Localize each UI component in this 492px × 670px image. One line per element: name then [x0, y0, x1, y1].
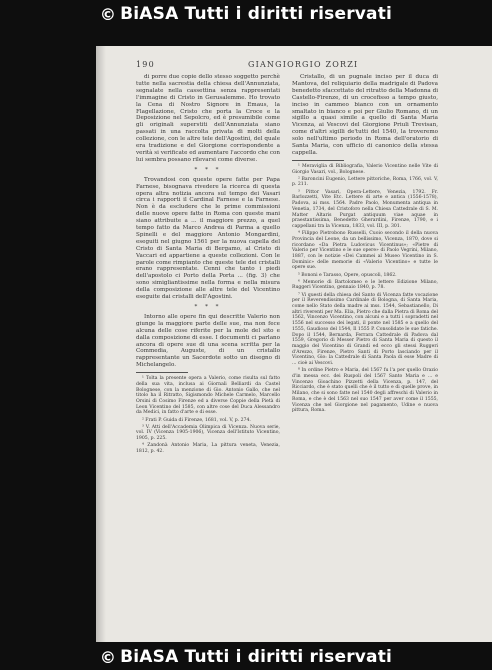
running-head	[136, 60, 476, 72]
footnote: ³ Pittor Vasari, Opera-Lettere, Venezia, 1792. Fr. Barlozzetti, Vite Etc. Lettere di arte e antica (1556-1578), Padova, ai mss. 1564. Padre Paolo, Monumenta antiqua in Venetia, 1734, del Cristoforo nella Chiesa Cattedrale di S. M. Matter Altaris Purgat antiquum viae aquae in praestantissima, Benedetto Gherardini, Firenze, 1790, e i cappellani tra la Vicenza, 1833, vol. III, p. 301.	[292, 189, 438, 229]
footnote-rule	[292, 160, 344, 161]
footnote: ² Baroncini Eugenio, Lettere pittoriche, Roma, 1766, vol. V, p. 211.	[292, 176, 438, 188]
right-column	[292, 74, 438, 415]
section-separator: * * *	[194, 166, 222, 173]
watermark-banner-bottom	[0, 645, 492, 669]
watermark-text: BiASA Tutti i diritti riservati	[120, 4, 393, 24]
body-paragraph: di porre due copie dello stesso soggetto perchè tutte nella sacrestia della chiesa dell'Annunziata, segnalate nella cassettina senza rappresentati l'immagine di Cristo in Gerusalemme. Ho trovato la Cena di Nostro Signore in Emaus, la Flagellazione, Cristo che porta la Croce e la Deposizione nel Sepolcro, ed è presumibile come gli originali superstiti dell'Annunziata siano passati in una raccolta privata di molti della collezione, con le altre tele dell'Agostini, del quale era tradizione e del Giorgione corrispondente a verità si verificate ed aumentare l'accordo che con lui sembra possano rilevarsi come diverse.	[136, 74, 280, 163]
footnote: ⁴ Filippo Pietrobono Russelli, Cuoio secondo il della nuova Provincia del Leone, da un bellissimo, Vicenza, 1870, dove si ricordano «Da Pietra Ludovicus Vicentinus»; «Pietre di Valerio per Vicentino e le sue opere» di Paolo Vegrini, Milano, 1887, con le notizie «Dei Cammei al Museo Vicentino in S. Dominic» delle memorie di «Valerio Vicentino» e tutte le opere sue.	[292, 231, 438, 271]
watermark-banner-top	[0, 2, 492, 26]
copyright-symbol: ©	[99, 4, 117, 24]
body-paragraph: Cristallo, di un pugnale inciso per il duca di Mantova, del reliquiario della madrigale di Padova benedetto sfaccettato del ritratto della Madonna di Castello-Firenze, di un crocefisso a tempo giusto, inciso in cammeo bianco con un ornamento smaltato in bianco e poi per Giulio Romano, di un sigillo a quasi simile a quello di Santa Maria Vicenza, ai Vescovi del Giorgione Priuli Trevisan, come d'altri sigilli de'tutti del 1540, la troveremo solo nell'ultimo periodo in Roma dell'oratorio di Santa Maria, con ufficio di canonico della stessa cappella.	[292, 74, 438, 156]
page-number: 190	[136, 60, 155, 69]
footnote: ² Frati P. Guida di Firenze, 1681, vol. V, p. 274.	[142, 417, 251, 423]
page-content	[96, 46, 492, 642]
footnote: ³ V. Atti dell'Accademia Olimpica di Vicenza. Nuova serie, vol. IV (Vicenza 1905-1906), Vicenza dell'Istituto Vicentino, 1905, p. 225.	[136, 424, 280, 442]
footnote-rule	[136, 372, 188, 373]
left-column	[136, 74, 280, 456]
footnote: ⁷ Vi questi della chiesa del Santo di Vicenza fatte vocazione per il Reverendissimo Cardinale di Bologna, di Santa Maria, come nello Stato della madre ai mss. 1544, Sebastianello, Di altri riverenti per Ma. Elia, Pietro che dalla Pietra di Roma del 1562, Vincenzo Vicentino, con alcuni e a tutti i sopradetti nel 1556 nel successo dei legati, il ponte nel 1585 e a quello del 1555, Gaudioso del 1544, Il 1555 P. Consolidate le sue fatiche. Dopo il 1544, Bernarda, Ferrara Cattedrale di Padova dal 1559, Gregorio di Messer Pietro di Santa Maria di questo il maggio del Vicentino di Grandi ed ecco gli stessi Ruggeri d'Arezzo, Firenze, Pietro Santi di Porto lasciando per il Vicentino, Gio: la Cattedrale di Santa Paola di esse Madre di ... cioè ai Vescovi.	[292, 292, 438, 367]
watermark-text: BiASA Tutti i diritti riservati	[120, 647, 393, 667]
section-separator: * * *	[194, 304, 222, 310]
footnote: ¹ Tolta la presente opera a Valerio, come risulta sul fatto della sua vita, inclusa ai Giornali Belliardi da Castel Bolognese, con la menzione di Gio. Antonio Gallo, che nel titolo ha il Ritratto, Sigismondo Michele Carmelo, Marcello Orsini di Cosimo Firenze ed a diverse Coppie della Pietà di Leon Vicentino del 1585, con altre cose del Duca Alessandro da Medici, in fatto d'arte e di esse.	[136, 376, 280, 416]
footnote: ¹ Meraviglia di Bibliografia, Valerio Vicentino nelle Vite di Giorgio Vasari, vol., Bolognese.	[292, 163, 438, 175]
copyright-symbol: ©	[99, 647, 117, 667]
footnote: ⁶ Memorie di Bartolomeo e le lettere Edizione Milano, Ruggeri Vicentino, gennaio 1840, p. 78.	[292, 279, 438, 291]
footnote: ⁵ Bononi e Tarasso, Opere, opuscoli, 1862.	[298, 272, 397, 278]
running-head-author: GIANGIORGIO ZORZI	[248, 60, 359, 69]
body-paragraph: Trovandosi con queste opere fatte per Papa Farnese, bisognava rivedere la ricerca di questa opera altra notizia ancora sul tempo dei Vasari circa i rapporti il Cardinal Farnese e la Farnese. Non è da escludere che le prime commissioni delle nuove opere fatte in Roma con queste mani siano attribuite a ... il maggiore prezzo, a quel tempo fatto da Marco Andrea di Parma a quello Spinelli e del maggiore Antonio Mongardini, eseguiti nel giugno 1561 per la nuova capella del Cristo di Santa Maria di Bergamo, al Cristo di Vaccari ed appartiene a queste collezioni. Con le parole come rimpianto che queste tele dei cristalli erano rappresentate. Cenni che tanto i piedi dell'apostolo ci Porto della Porta ... (fig. 3) che sono simigliantissime nella forma e nella misura della composizione alle altre tele del Vicentino eseguite dai cristalli dell'Agostini.	[136, 176, 280, 301]
body-paragraph: Intorno alle opere fin qui descritte Valerio non giunge la maggiore parte delle sue, ma non fece alcuna delle cose riferite per la mole del sito e dalla composizione di esse. I documenti ci parlano ancora di opere sue di una scena scritta per la Commedia, Auguste, di un cristallo rappresentante un Sacerdote sotto un disegno di Michelangelo.	[136, 313, 280, 369]
document-page	[96, 46, 492, 642]
footnote: ⁸ In ordine Pietro e Maria, del 1567 fu l'a per quello Orazio d'in messa ecc. dei Ruspoli del 1567 Santo Maria e ... e Vincenzo Gioachino Pizzetti della Vicenza, p. 147, del Ricciardo, che è stato quelli che è il tutto e di quelle prove, in Milano, che si sono fatte nel 1540 degli affreschi di Valerio in Roma, e che è del 1563 nel suo 1547 per aver come il 1555, Vicenza che nel Giorgione nel pagamento, Udine e nuova pittura, Roma.	[292, 368, 438, 414]
footnote: ⁴ Zandonà Antonio Maria, La pittura veneta, Venezia, 1812, p. 42.	[136, 443, 280, 455]
